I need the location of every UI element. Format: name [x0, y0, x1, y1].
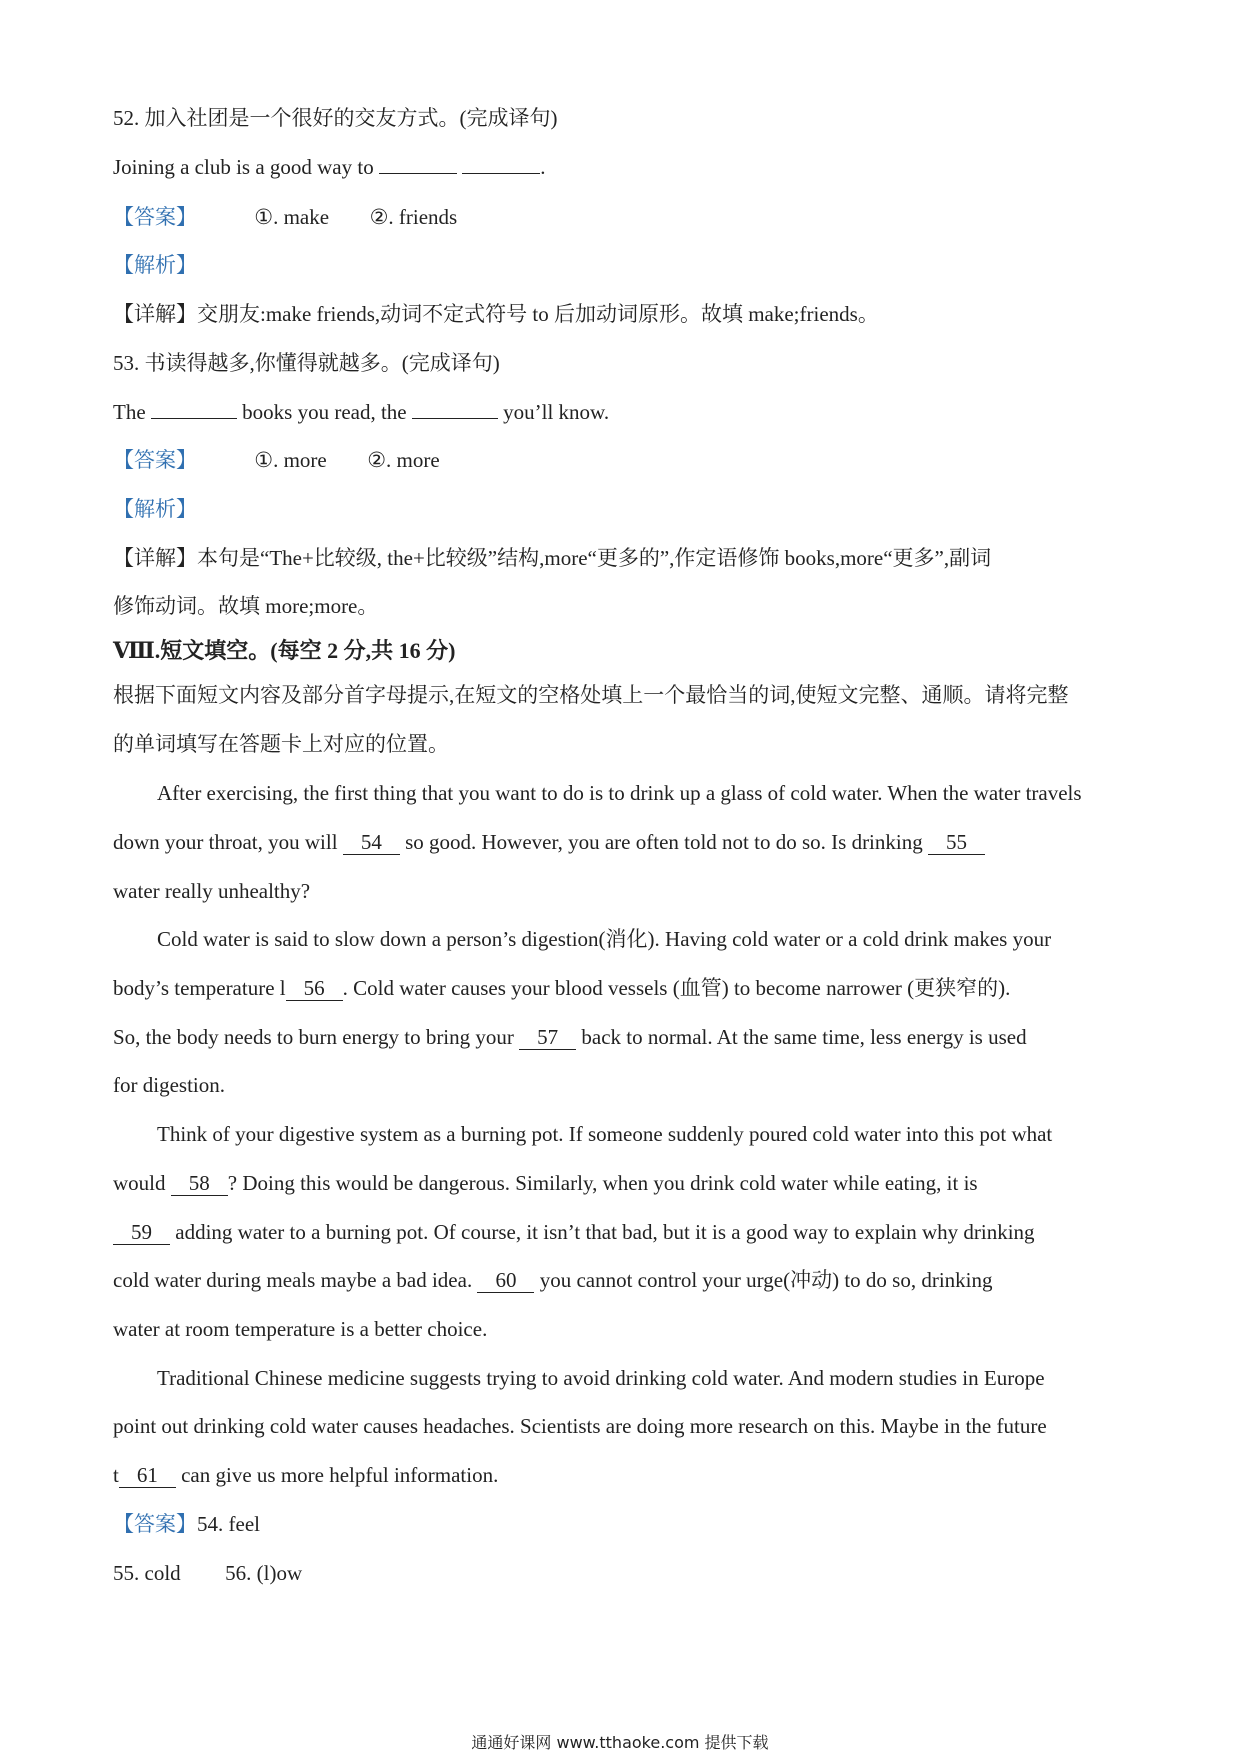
- passage-p3-line-2: would 58 ? Doing this would be dangerous. Similarly, when you drink cold water while eating, it is: [113, 1171, 978, 1195]
- q53-blank-1: [151, 398, 237, 419]
- section-instructions-2: 的单词填写在答题卡上对应的位置。: [113, 732, 449, 756]
- q52-answer-1: ①. make: [254, 205, 330, 229]
- page-footer: 通通好课网 www.tthaoke.com 提供下载: [471, 1733, 769, 1752]
- blank-58: 58: [171, 1171, 228, 1196]
- passage-p3-line-3: 59 adding water to a burning pot. Of course, it isn’t that bad, but it is a good way to explain why drinking: [113, 1218, 1035, 1246]
- section-instructions-1: 根据下面短文内容及部分首字母提示,在短文的空格处填上一个最恰当的词,使短文完整、通顺。请将完整: [113, 683, 1069, 707]
- blank-56: 56: [286, 976, 343, 1001]
- q53-prompt: 53. 书读得越多,你懂得就越多。(完成译句): [113, 351, 500, 375]
- answer-55: 55. cold: [113, 1561, 181, 1585]
- passage-p2-line-2: body’s temperature l 56 . Cold water causes your blood vessels (血管) to become narrower (更狭窄的).: [113, 976, 1011, 1000]
- detail-tag: 【详解】: [113, 546, 197, 570]
- detail-tag: 【详解】: [113, 302, 197, 326]
- blank-54: 54: [343, 830, 400, 855]
- q52-analysis-tag: 【解析】: [113, 253, 197, 277]
- passage-answers-line-1: [113, 1510, 260, 1538]
- answer-54: 54. feel: [197, 1512, 260, 1536]
- answer-56: 56. (l)ow: [225, 1561, 303, 1585]
- passage-p2-line-3: So, the body needs to burn energy to bring your 57 back to normal. At the same time, less energy is used: [113, 1025, 1027, 1049]
- passage-p3-line-5: water at room temperature is a better choice.: [113, 1317, 488, 1341]
- q52-answer: [113, 203, 457, 231]
- passage-p2-line-4: for digestion.: [113, 1073, 225, 1097]
- q52-blank-1: [379, 153, 457, 174]
- q53-answer-2: ②. more: [367, 448, 440, 472]
- q53-answer: [113, 446, 440, 474]
- blank-60: 60: [477, 1268, 534, 1293]
- q53-answer-1: ①. more: [254, 448, 327, 472]
- answer-tag: 【答案】: [113, 205, 197, 229]
- passage-p2-line-1: Cold water is said to slow down a person’s digestion(消化). Having cold water or a cold drink makes your: [157, 927, 1052, 951]
- q53-detail-line-1: 【详解】本句是“The+比较级, the+比较级”结构,more“更多的”,作定语修饰 books,more“更多”,副词: [113, 546, 992, 570]
- passage-p3-line-1: Think of your digestive system as a burning pot. If someone suddenly poured cold water into this pot what: [157, 1122, 1053, 1146]
- passage-p1-line-3: water really unhealthy?: [113, 879, 311, 903]
- answer-tag: 【答案】: [113, 448, 197, 472]
- passage-p1-line-1: After exercising, the first thing that you want to do is to drink up a glass of cold water. When the water travels: [157, 781, 1082, 805]
- blank-59: 59: [113, 1220, 170, 1245]
- q52-answer-2: ②. friends: [369, 205, 458, 229]
- passage-p4-line-3: t 61 can give us more helpful information.: [113, 1463, 499, 1487]
- passage-p1-line-2: down your throat, you will 54 so good. However, you are often told not to do so. Is drinking 55: [113, 828, 985, 856]
- q52-sentence: Joining a club is a good way to .: [113, 155, 546, 179]
- section-heading: Ⅷ.短文填空。(每空 2 分,共 16 分): [113, 638, 456, 663]
- passage-p3-line-4: cold water during meals maybe a bad idea. 60 you cannot control your urge(冲动) to do so, drinking: [113, 1268, 993, 1292]
- blank-55: 55: [928, 830, 985, 855]
- q53-analysis-tag: 【解析】: [113, 497, 197, 521]
- q52-detail: 【详解】交朋友:make friends,动词不定式符号 to 后加动词原形。故填 make;friends。: [113, 302, 879, 326]
- q52-prompt: 52. 加入社团是一个很好的交友方式。(完成译句): [113, 106, 558, 130]
- passage-p4-line-2: point out drinking cold water causes headaches. Scientists are doing more research on this. Maybe in the future: [113, 1414, 1047, 1438]
- blank-57: 57: [519, 1025, 576, 1050]
- q53-sentence: The books you read, the you’ll know.: [113, 400, 610, 424]
- passage-p4-line-1: Traditional Chinese medicine suggests trying to avoid drinking cold water. And modern studies in Europe: [157, 1366, 1045, 1390]
- q53-blank-2: [412, 398, 498, 419]
- q53-detail-line-2: 修饰动词。故填 more;more。: [113, 594, 379, 618]
- blank-61: 61: [119, 1463, 176, 1488]
- passage-answers-line-2: [113, 1559, 302, 1587]
- answer-tag: 【答案】: [113, 1512, 197, 1536]
- q52-blank-2: [462, 153, 540, 174]
